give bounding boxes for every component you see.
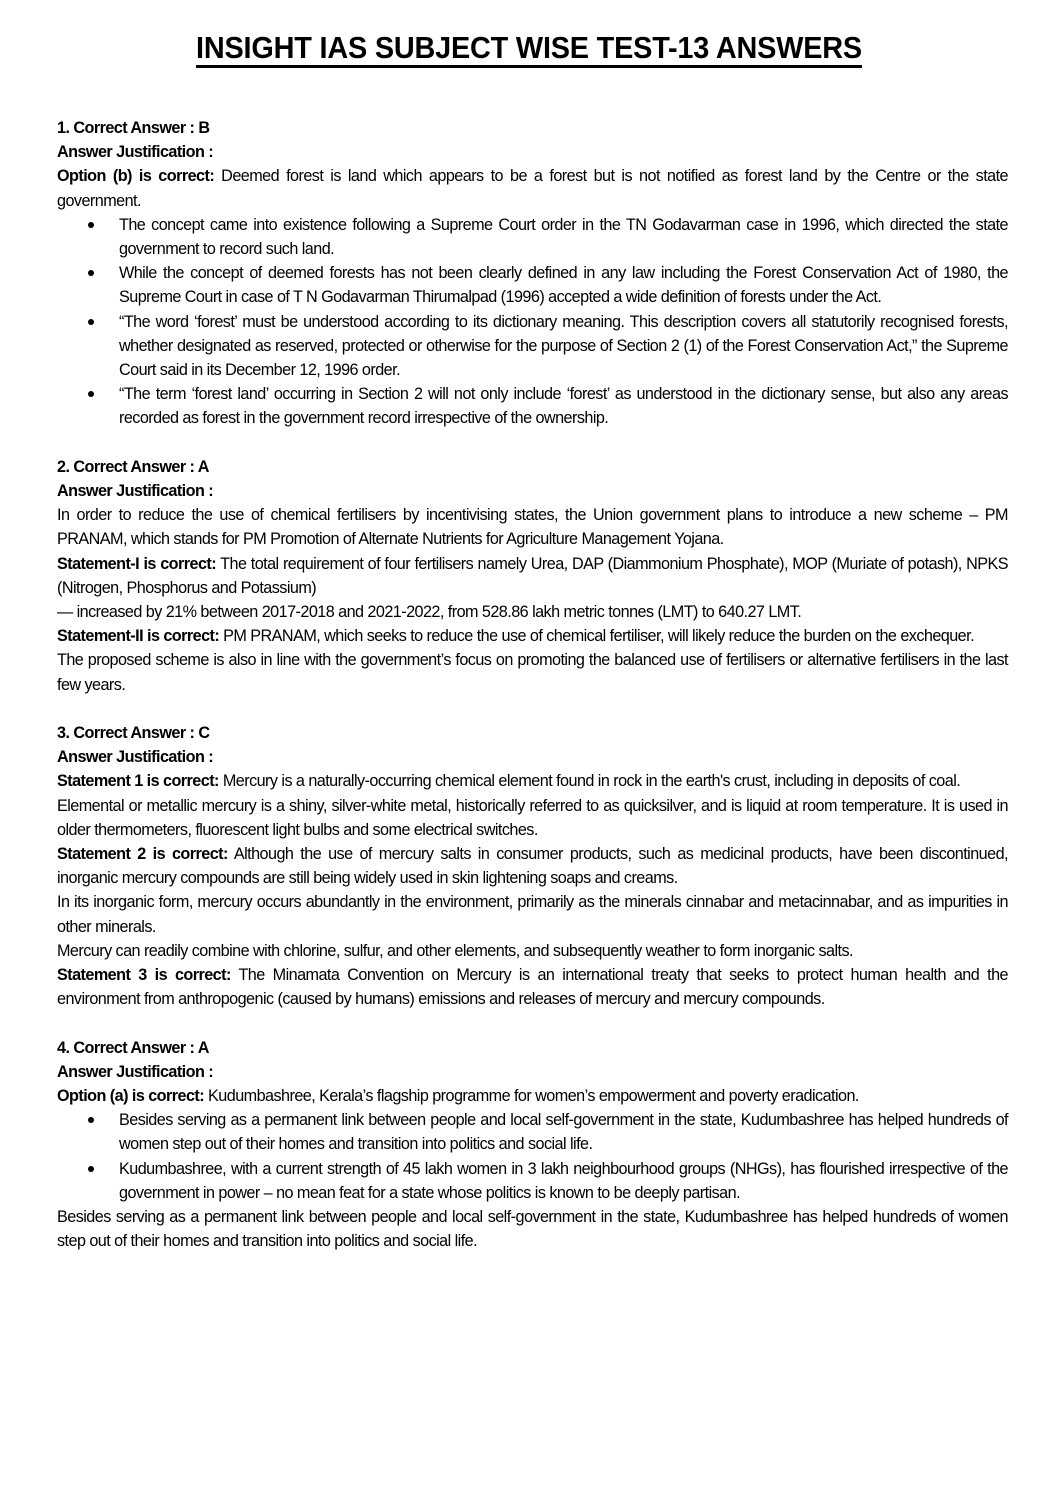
question-2 (57, 455, 1008, 697)
paragraph: In order to reduce the use of chemical fertilisers by incentivising states, the Union government plans to introduce a new scheme – PM PRANAM, which stands for PM Promotion of Alternate Nutrients for Agriculture Management Yojana. (57, 506, 1008, 549)
list-item-text: While the concept of deemed forests has not been clearly defined in any law including the Forest Conservation Act of 1980, the Supreme Court in case of T N Godavarman Thirumalpad (1996) accepted a wide definition of forests under the Act. (119, 264, 1008, 307)
list-item (119, 213, 1008, 261)
bullet-icon (88, 1166, 94, 1172)
statement-label: Statement 3 is correct: (57, 966, 231, 985)
bullet-icon (88, 391, 94, 397)
statement-label: Statement 2 is correct: (57, 845, 228, 864)
statement-text: Deemed forest is land which appears to be a forest but is not notified as forest land by the Centre or the state government. (57, 167, 1008, 210)
statement-3 (57, 963, 1008, 1011)
paragraph: — increased by 21% between 2017-2018 and 2021-2022, from 528.86 lakh metric tonnes (LMT) to 640.27 LMT. (57, 603, 802, 622)
statement-text: Kudumbashree, Kerala’s flagship programme for women’s empowerment and poverty eradication. (204, 1087, 859, 1106)
statement-label: Option (a) is correct: (57, 1087, 205, 1106)
option-statement (57, 164, 1008, 212)
statement-text: PM PRANAM, which seeks to reduce the use of chemical fertiliser, will likely reduce the burden on the exchequer. (219, 627, 975, 646)
answers-content (57, 116, 1008, 1278)
question-3 (57, 721, 1008, 1011)
statement-label: Statement-I is correct: (57, 554, 217, 573)
justification-label: Answer Justification : (57, 482, 214, 501)
justification-label: Answer Justification : (57, 143, 214, 162)
statement-1 (57, 769, 1008, 793)
paragraph: Besides serving as a permanent link between people and local self-government in the state, Kudumbashree has helped hundreds of women step out of their homes and transition into politics and social life. (57, 1208, 1008, 1251)
statement-2 (57, 624, 1008, 648)
question-1 (57, 116, 1008, 431)
list-item-text: The concept came into existence following a Supreme Court order in the TN Godavarman case in 1996, which directed the state government to record such land. (119, 215, 1008, 259)
list-item-text: Kudumbashree, with a current strength of 45 lakh women in 3 lakh neighbourhood groups (NHGs), has flourished irrespective of the government in power – no mean feat for a state whose politics is known to be deeply partisan. (119, 1159, 1008, 1202)
page-title (0, 30, 1059, 68)
statement-text: The Minamata Convention on Mercury is an international treaty that seeks to protect human health and the environment from anthropogenic (caused by humans) emissions and releases of mercury and mercury compounds. (57, 966, 1008, 1009)
statement-text: Although the use of mercury salts in consumer products, such as medicinal products, have been discontinued, inorganic mercury compounds are still being widely used in skin lightening soaps and creams. (57, 845, 1008, 888)
bullet-icon (88, 270, 94, 276)
justification-label: Answer Justification : (57, 1062, 214, 1081)
answer-line: 1. Correct Answer : B (57, 119, 210, 137)
answer-line: 2. Correct Answer : A (57, 457, 209, 476)
bullet-icon (88, 319, 94, 325)
bullet-icon (88, 1117, 94, 1123)
statement-2 (57, 842, 1008, 890)
paragraph: Mercury can readily combine with chlorine, sulfur, and other elements, and subsequently weather to form inorganic salts. (57, 941, 853, 960)
bullet-list (57, 213, 1008, 431)
bullet-icon (88, 222, 94, 228)
answer-line: 4. Correct Answer : A (57, 1038, 209, 1057)
list-item-text: “The term ‘forest land’ occurring in Section 2 will not only include ‘forest’ as understood in the dictionary sense, but also any areas recorded as forest in the government record irrespective of the ownership. (119, 385, 1008, 428)
statement-label: Option (b) is correct: (57, 167, 215, 186)
list-item (119, 261, 1008, 309)
justification-label: Answer Justification : (57, 748, 214, 767)
bullet-list (57, 1108, 1008, 1205)
paragraph: In its inorganic form, mercury occurs abundantly in the environment, primarily as the minerals cinnabar and metacinnabar, and as impurities in other minerals. (57, 893, 1008, 936)
statement-text: Mercury is a naturally-occurring chemical element found in rock in the earth's crust, including in deposits of coal. (218, 772, 961, 791)
statement-text: The total requirement of four fertilisers namely Urea, DAP (Diammonium Phosphate), MOP (Muriate of potash), NPKS (Nitrogen, Phosphorus and Potassium) (57, 554, 1008, 597)
question-4 (57, 1036, 1008, 1254)
list-item (119, 1157, 1008, 1205)
list-item (119, 310, 1008, 383)
list-item (119, 382, 1008, 430)
statement-label: Statement-II is correct: (57, 627, 220, 646)
paragraph: The proposed scheme is also in line with the government’s focus on promoting the balanced use of fertilisers or alternative fertilisers in the last few years. (57, 651, 1008, 694)
statement-1 (57, 552, 1008, 600)
page-title-text: INSIGHT IAS SUBJECT WISE TEST-13 ANSWERS (197, 31, 863, 68)
answer-line: 3. Correct Answer : C (57, 724, 210, 743)
statement-label: Statement 1 is correct: (57, 772, 219, 791)
paragraph: Elemental or metallic mercury is a shiny, silver-white metal, historically referred to as quicksilver, and is liquid at room temperature. It is used in older thermometers, fluorescent light bulbs and some electrical switches. (57, 796, 1008, 839)
list-item (119, 1108, 1008, 1156)
list-item-text: Besides serving as a permanent link between people and local self-government in the state, Kudumbashree has helped hundreds of women step out of their homes and transition into politics and social life. (119, 1111, 1008, 1154)
option-statement (57, 1084, 1008, 1108)
list-item-text: “The word ‘forest’ must be understood according to its dictionary meaning. This description covers all statutorily recognised forests, whether designated as reserved, protected or otherwise for the purpose of Section 2 (1) of the Forest Conservation Act,” the Supreme Court said in its December 12, 1996 order. (119, 312, 1008, 380)
